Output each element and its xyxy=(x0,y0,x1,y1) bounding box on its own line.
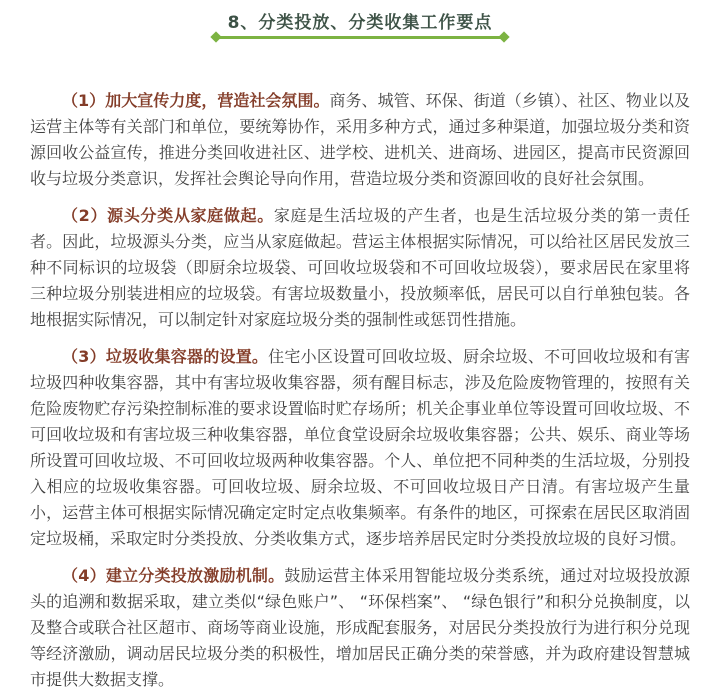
title-underline-decoration xyxy=(216,36,504,39)
paragraph-4-text: 鼓励运营主体采用智能垃圾分类系统，通过对垃圾投放源头的追溯和数据采取，建立类似“绿色账户”、 “环保档案”、 “绿色银行”和积分兑换制度，以及整合或联合社区超市、商场等商业设施，形成配套服务，对居民分类投放行为进行积分兑现等经济激励，调动居民垃圾分类的积极性，增加居民正确分类的荣誉感，并为政府建设智慧城市提供大数据支撑。 xyxy=(30,566,690,689)
paragraph-2 xyxy=(30,203,690,333)
paragraph-1-lead: （1）加大宣传力度，营造社会氛围。 xyxy=(62,91,330,110)
paragraph-2-lead: （2）源头分类从家庭做起。 xyxy=(62,206,274,225)
paragraph-4-lead: （4）建立分类投放激励机制。 xyxy=(62,566,285,585)
page-title: 8、分类投放、分类收集工作要点 xyxy=(227,13,493,33)
paragraph-2-text: 家庭是生活垃圾的产生者，也是生活垃圾分类的第一责任者。因此，垃圾源头分类，应当从家庭做起。营运主体根据实际情况，可以给社区居民发放三种不同标识的垃圾袋（即厨余垃圾袋、可回收垃圾袋和不可回收垃圾袋），要求居民在家里将三种垃圾分别装进相应的垃圾袋。有害垃圾数量小，投放频率低，居民可以自行单独包装。各地根据实际情况，可以制定针对家庭垃圾分类的强制性或惩罚性措施。 xyxy=(30,206,690,329)
paragraph-3 xyxy=(30,344,690,552)
article-body xyxy=(30,88,690,693)
paragraph-1 xyxy=(30,88,690,192)
paragraph-3-lead: （3）垃圾收集容器的设置。 xyxy=(62,347,269,366)
section-title-block xyxy=(0,0,720,39)
paragraph-3-text: 住宅小区设置可回收垃圾、厨余垃圾、不可回收垃圾和有害垃圾四种收集容器，其中有害垃圾收集容器，须有醒目标志，涉及危险废物管理的，按照有关危险废物贮存污染控制标准的要求设置临时贮存场所；机关企事业单位等设置可回收垃圾、不可回收垃圾和有害垃圾三种收集容器，单位食堂设厨余垃圾收集容器；公共、娱乐、商业等场所设置可回收垃圾、不可回收垃圾两种收集容器。个人、单位把不同种类的生活垃圾，分别投入相应的垃圾收集容器。可回收垃圾、厨余垃圾、不可回收垃圾日产日清。有害垃圾产生量小，运营主体可根据实际情况确定定时定点收集频率。有条件的地区，可探索在居民区取消固定垃圾桶，采取定时分类投放、分类收集方式，逐步培养居民定时分类投放垃圾的良好习惯。 xyxy=(30,347,690,548)
paragraph-1-text: 商务、城管、环保、街道（乡镇）、社区、物业以及运营主体等有关部门和单位，要统筹协作，采用多种方式，通过多种渠道，加强垃圾分类和资源回收公益宣传，推进分类回收进社区、进学校、进机关、进商场、进园区，提高市民资源回收与垃圾分类意识，发挥社会舆论导向作用，营造垃圾分类和资源回收的良好社会氛围。 xyxy=(30,91,690,188)
